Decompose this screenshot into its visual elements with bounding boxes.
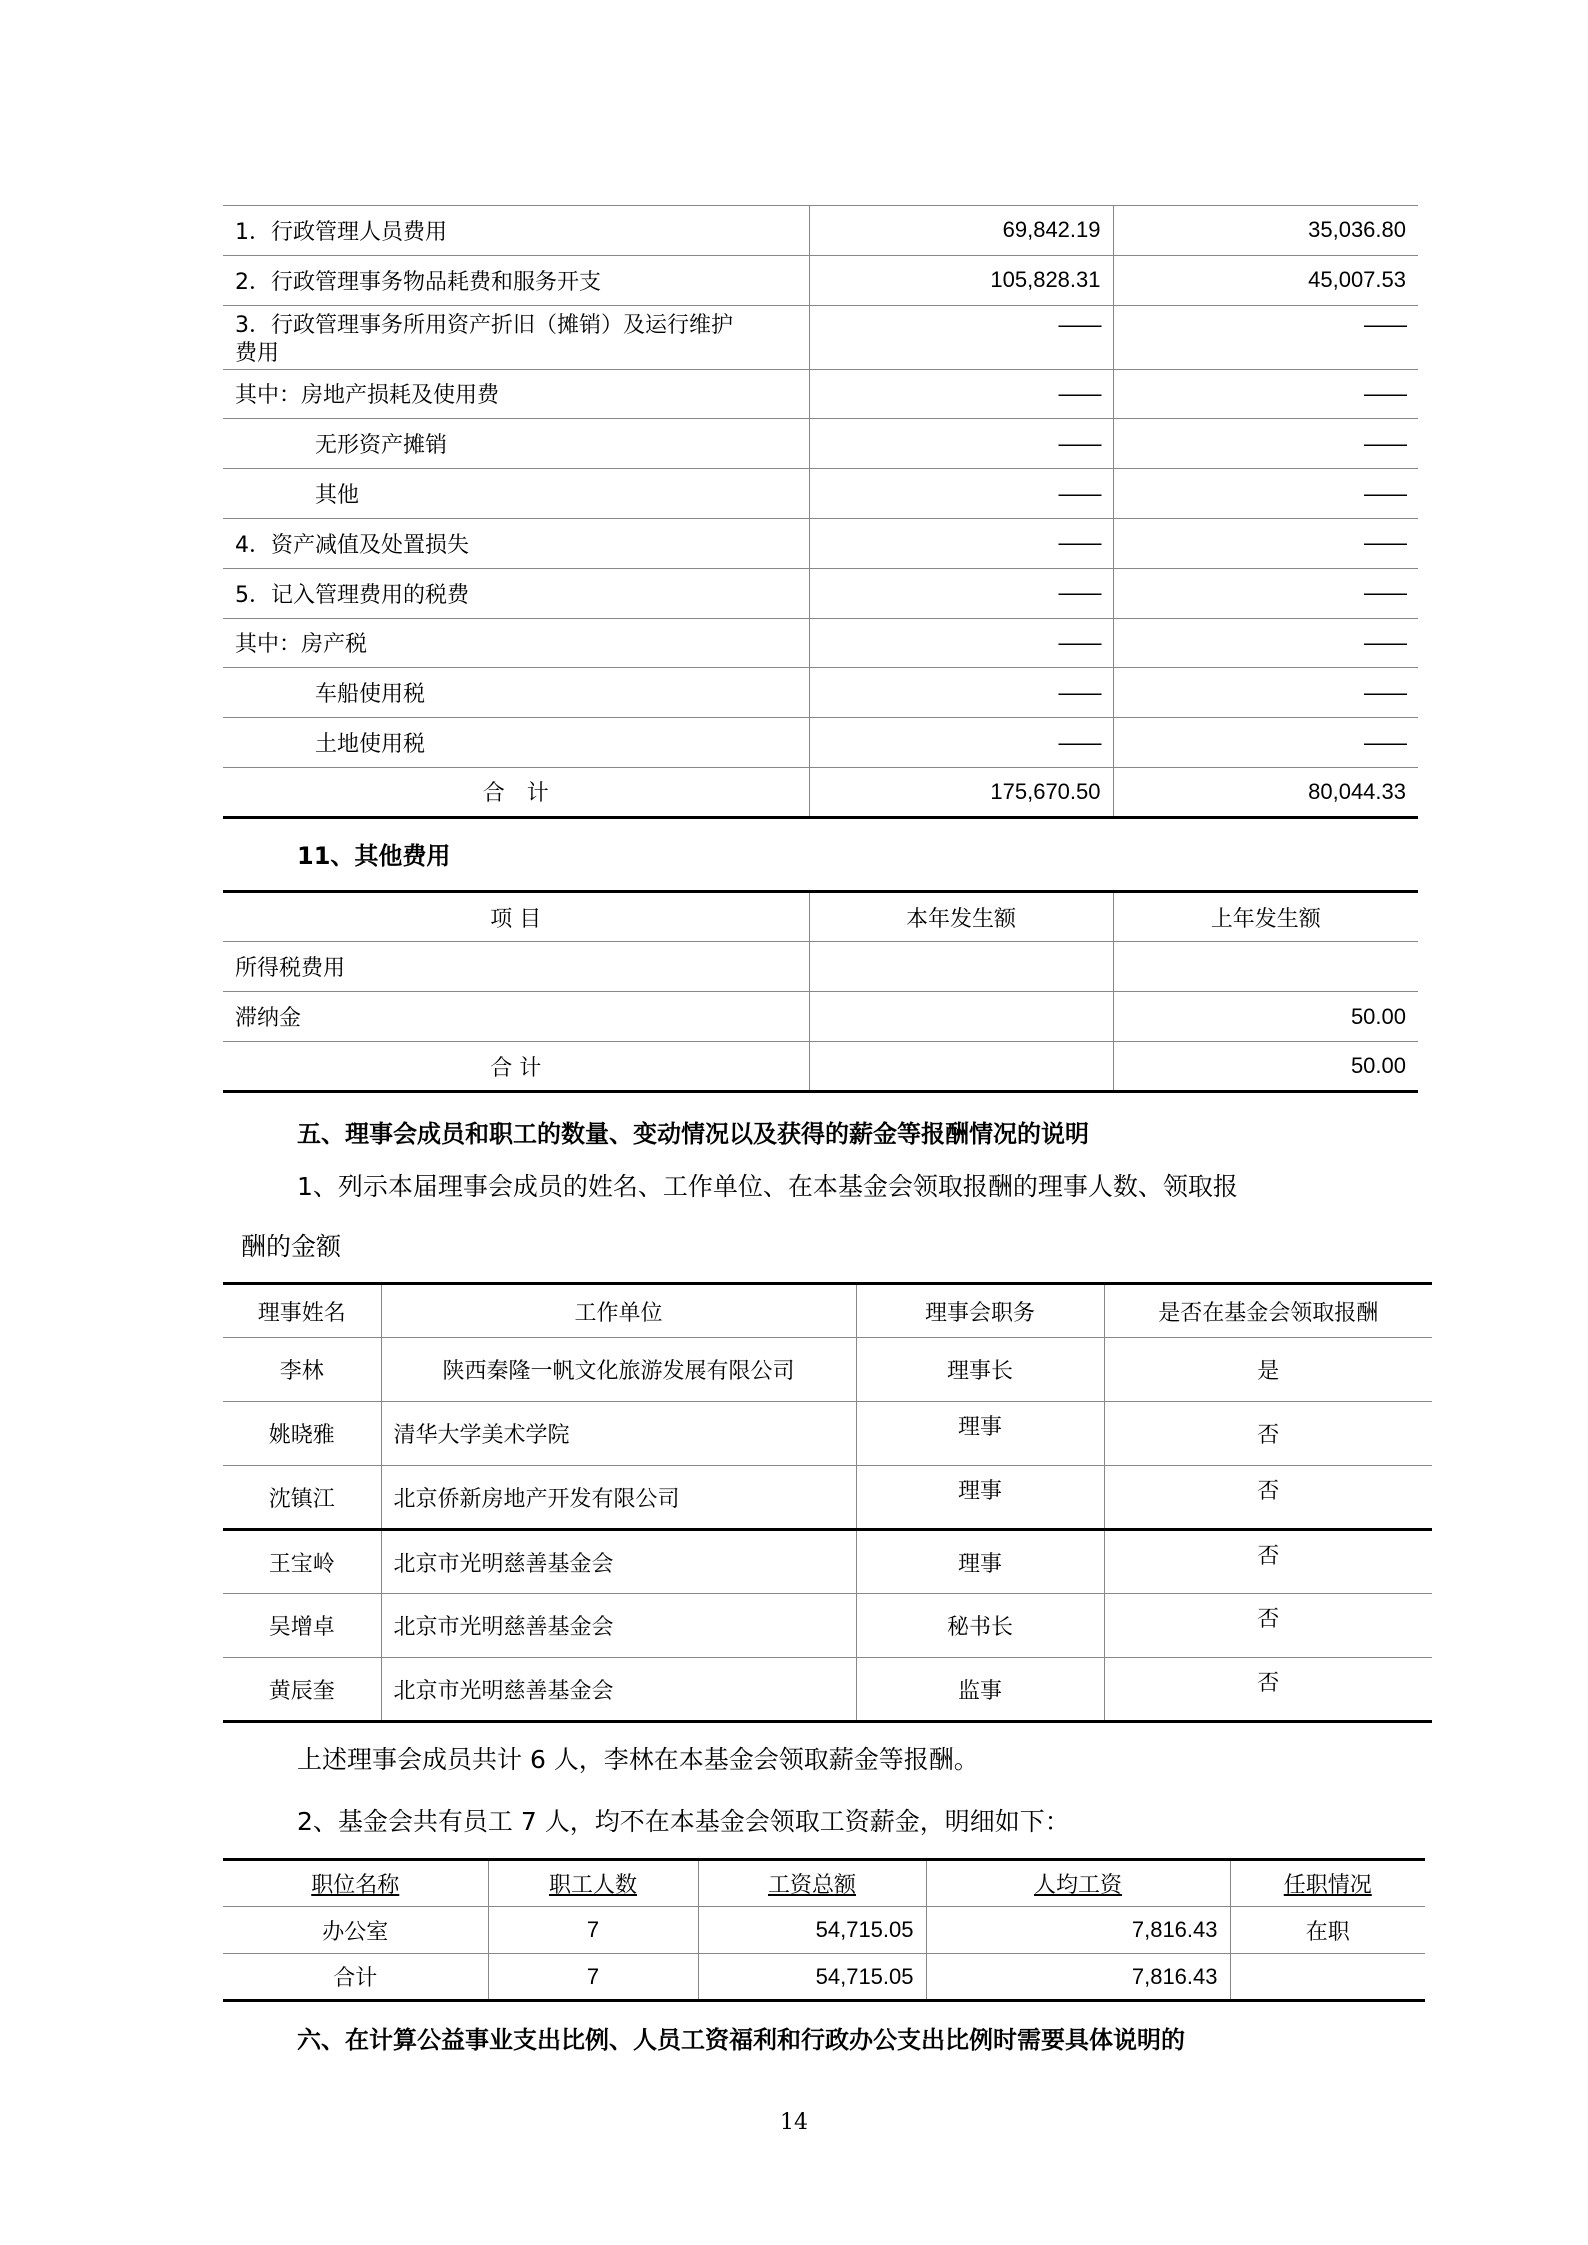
member-name: 吴增卓 — [223, 1594, 381, 1658]
header-item: 项 目 — [223, 892, 809, 942]
total-current: 175,670.50 — [809, 767, 1113, 817]
current-amount — [809, 992, 1113, 1042]
current-amount: —— — [809, 568, 1113, 618]
staff-position: 合计 — [223, 1954, 488, 2001]
current-amount — [809, 942, 1113, 992]
member-paid: 是 — [1104, 1338, 1432, 1402]
member-unit: 清华大学美术学院 — [381, 1402, 856, 1466]
previous-amount: —— — [1113, 469, 1418, 519]
table-row — [223, 206, 1418, 256]
total-previous: 80,044.33 — [1113, 767, 1418, 817]
staff-count: 7 — [488, 1954, 698, 2001]
table-row — [223, 419, 1418, 469]
row-label: 4．资产减值及处置损失 — [223, 518, 809, 568]
staff-status — [1230, 1954, 1425, 2001]
previous-amount: —— — [1113, 668, 1418, 718]
other-expenses-heading: 11、其他费用 — [297, 842, 451, 870]
header-status-text: 任职情况 — [1283, 1873, 1372, 1898]
table-row — [223, 1466, 1432, 1530]
current-amount: —— — [809, 419, 1113, 469]
staff-total: 54,715.05 — [698, 1954, 926, 2001]
table-row — [223, 1594, 1432, 1658]
member-role: 理事 — [856, 1402, 1104, 1466]
row-label-line2: 费用 — [235, 340, 280, 366]
row-label: 无形资产摊销 — [223, 419, 809, 469]
member-role: 理事长 — [856, 1338, 1104, 1402]
row-label: 所得税费用 — [223, 942, 809, 992]
current-amount: —— — [809, 718, 1113, 768]
staff-total: 54,715.05 — [698, 1907, 926, 1954]
row-label: 其中：房地产损耗及使用费 — [223, 369, 809, 419]
total-row — [223, 1042, 1418, 1092]
header-total-text: 工资总额 — [767, 1873, 856, 1898]
row-label: 其中：房产税 — [223, 618, 809, 668]
current-amount: —— — [809, 618, 1113, 668]
member-paid: 否 — [1104, 1466, 1432, 1530]
previous-amount: 45,007.53 — [1113, 255, 1418, 305]
member-role: 理事 — [856, 1530, 1104, 1594]
table-row — [223, 518, 1418, 568]
header-position-text: 职位名称 — [311, 1873, 400, 1898]
total-row — [223, 767, 1418, 817]
staff-avg: 7,816.43 — [926, 1907, 1230, 1954]
header-status — [1230, 1860, 1425, 1907]
header-role: 理事会职务 — [856, 1284, 1104, 1338]
member-name: 沈镇江 — [223, 1466, 381, 1530]
section5-item2: 2、基金会共有员工 7 人，均不在本基金会领取工资薪金，明细如下： — [297, 1807, 1070, 1836]
member-unit: 北京市光明慈善基金会 — [381, 1658, 856, 1722]
previous-amount: —— — [1113, 718, 1418, 768]
row-label: 车船使用税 — [223, 668, 809, 718]
previous-amount: —— — [1113, 419, 1418, 469]
table-row — [223, 618, 1418, 668]
current-amount: —— — [809, 369, 1113, 419]
header-total — [698, 1860, 926, 1907]
member-paid: 否 — [1104, 1594, 1432, 1658]
total-label: 合 计 — [223, 767, 809, 817]
previous-amount: —— — [1113, 518, 1418, 568]
row-label: 5．记入管理费用的税费 — [223, 568, 809, 618]
total-current — [809, 1042, 1113, 1092]
current-amount: —— — [809, 305, 1113, 369]
row-label: 其他 — [223, 469, 809, 519]
header-position — [223, 1860, 488, 1907]
previous-amount: —— — [1113, 618, 1418, 668]
other-expenses-table — [223, 890, 1418, 1093]
total-label: 合 计 — [223, 1042, 809, 1092]
member-role: 秘书长 — [856, 1594, 1104, 1658]
previous-amount: 35,036.80 — [1113, 206, 1418, 256]
section5-item1-line1: 1、列示本届理事会成员的姓名、工作单位、在本基金会领取报酬的理事人数、领取报 — [297, 1172, 1238, 1201]
header-avg — [926, 1860, 1230, 1907]
header-current: 本年发生额 — [809, 892, 1113, 942]
member-paid: 否 — [1104, 1402, 1432, 1466]
previous-amount: —— — [1113, 305, 1418, 369]
total-previous: 50.00 — [1113, 1042, 1418, 1092]
header-count — [488, 1860, 698, 1907]
staff-table — [223, 1858, 1425, 2002]
member-name: 黄辰奎 — [223, 1658, 381, 1722]
header-unit: 工作单位 — [381, 1284, 856, 1338]
member-paid: 否 — [1104, 1530, 1432, 1594]
table-row — [223, 1402, 1432, 1466]
member-name: 王宝岭 — [223, 1530, 381, 1594]
current-amount: —— — [809, 469, 1113, 519]
header-paid: 是否在基金会领取报酬 — [1104, 1284, 1432, 1338]
member-unit: 陕西秦隆一帆文化旅游发展有限公司 — [381, 1338, 856, 1402]
header-row — [223, 892, 1418, 942]
table-row — [223, 1954, 1425, 2001]
member-role: 理事 — [856, 1466, 1104, 1530]
header-previous: 上年发生额 — [1113, 892, 1418, 942]
table-row — [223, 305, 1418, 369]
row-label: 2．行政管理事务物品耗费和服务开支 — [223, 255, 809, 305]
header-avg-text: 人均工资 — [1033, 1873, 1122, 1898]
previous-amount — [1113, 942, 1418, 992]
row-label: 1．行政管理人员费用 — [223, 206, 809, 256]
header-row — [223, 1860, 1425, 1907]
table-row — [223, 1907, 1425, 1954]
row-label: 土地使用税 — [223, 718, 809, 768]
section5-heading: 五、理事会成员和职工的数量、变动情况以及获得的薪金等报酬情况的说明 — [297, 1120, 1089, 1148]
table-row — [223, 255, 1418, 305]
table-row — [223, 568, 1418, 618]
page-number: 14 — [780, 2110, 808, 2135]
member-name: 李林 — [223, 1338, 381, 1402]
staff-position: 办公室 — [223, 1907, 488, 1954]
member-paid: 否 — [1104, 1658, 1432, 1722]
current-amount: 69,842.19 — [809, 206, 1113, 256]
member-role: 监事 — [856, 1658, 1104, 1722]
header-row — [223, 1284, 1432, 1338]
previous-amount: —— — [1113, 568, 1418, 618]
row-label — [223, 305, 809, 369]
staff-avg: 7,816.43 — [926, 1954, 1230, 2001]
board-members-table — [223, 1282, 1432, 1723]
table-row — [223, 668, 1418, 718]
table-row — [223, 1658, 1432, 1722]
header-name: 理事姓名 — [223, 1284, 381, 1338]
table-row — [223, 469, 1418, 519]
section5-item1-line2: 酬的金额 — [241, 1232, 342, 1261]
row-label-line1: 3．行政管理事务所用资产折旧（摊销）及运行维护 — [235, 312, 733, 338]
staff-status: 在职 — [1230, 1907, 1425, 1954]
board-summary: 上述理事会成员共计 6 人，李林在本基金会领取薪金等报酬。 — [297, 1745, 979, 1774]
current-amount: —— — [809, 518, 1113, 568]
table-row — [223, 942, 1418, 992]
table-row — [223, 1338, 1432, 1402]
table-row — [223, 718, 1418, 768]
row-label: 滞纳金 — [223, 992, 809, 1042]
member-unit: 北京侨新房地产开发有限公司 — [381, 1466, 856, 1530]
table-row — [223, 1530, 1432, 1594]
current-amount: —— — [809, 668, 1113, 718]
staff-count: 7 — [488, 1907, 698, 1954]
admin-expense-table — [223, 205, 1418, 819]
table-row — [223, 992, 1418, 1042]
member-unit: 北京市光明慈善基金会 — [381, 1594, 856, 1658]
member-unit: 北京市光明慈善基金会 — [381, 1530, 856, 1594]
previous-amount: —— — [1113, 369, 1418, 419]
section6-heading: 六、在计算公益事业支出比例、人员工资福利和行政办公支出比例时需要具体说明的 — [297, 2026, 1185, 2054]
current-amount: 105,828.31 — [809, 255, 1113, 305]
member-name: 姚晓雅 — [223, 1402, 381, 1466]
table-row — [223, 369, 1418, 419]
previous-amount: 50.00 — [1113, 992, 1418, 1042]
header-count-text: 职工人数 — [548, 1873, 637, 1898]
